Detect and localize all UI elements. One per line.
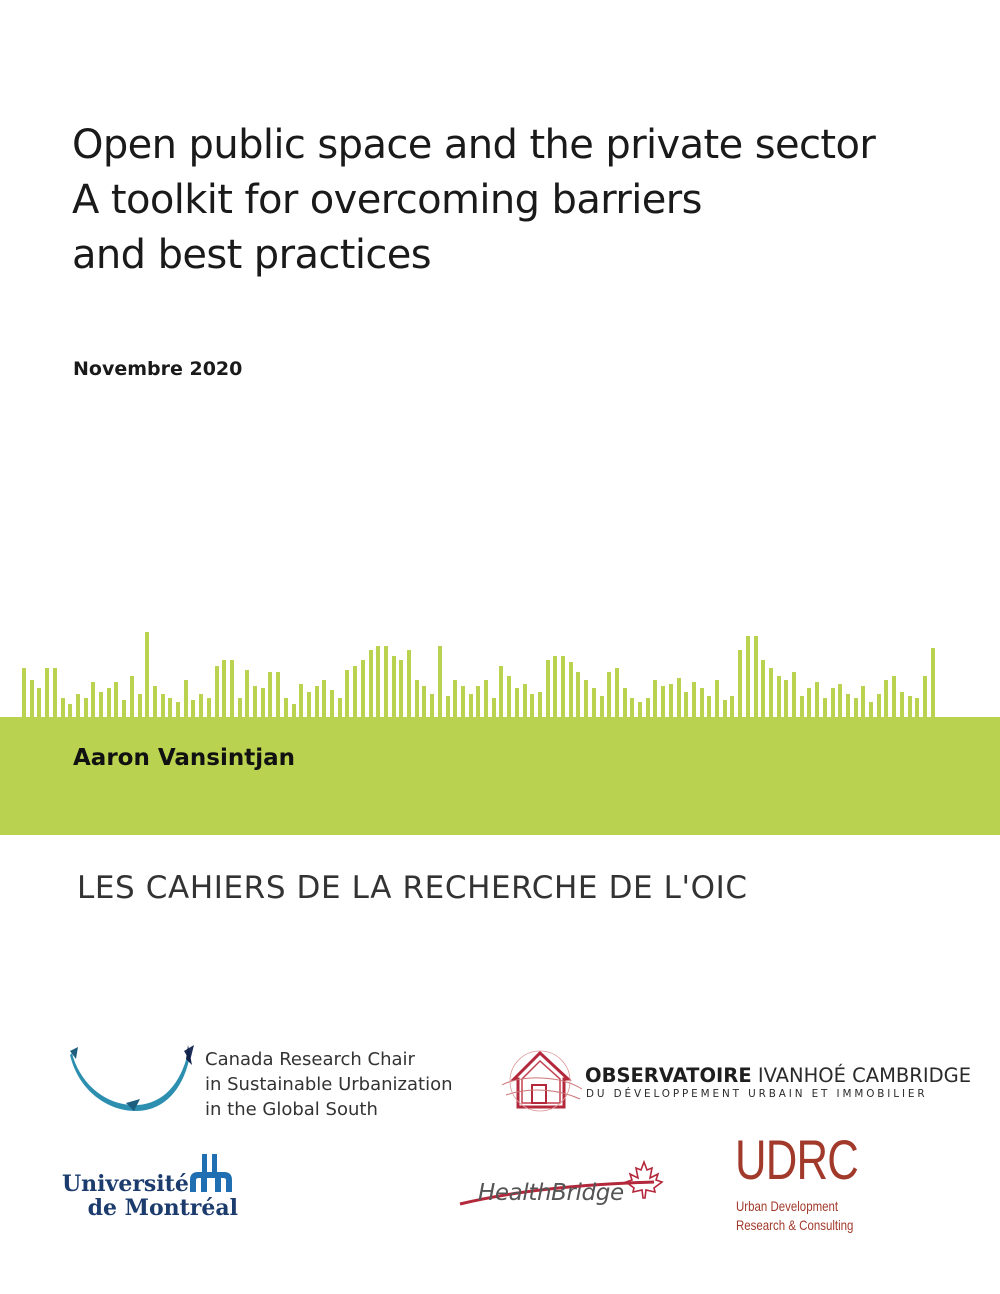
healthbridge-logo-text: HealthBridge	[478, 1180, 624, 1206]
oic-logo-name	[585, 1064, 971, 1087]
decorative-bar	[453, 680, 457, 720]
decorative-bar	[299, 684, 303, 720]
decorative-bar	[245, 670, 249, 720]
decorative-bar	[515, 688, 519, 720]
series-title: LES CAHIERS DE LA RECHERCHE DE L'OIC	[77, 870, 748, 906]
title-line: and best practices	[72, 232, 431, 278]
decorative-bar	[145, 632, 149, 720]
title-line: Open public space and the private sector	[72, 122, 876, 168]
decorative-bar	[461, 686, 465, 720]
crc-line: in the Global South	[205, 1099, 378, 1120]
decorative-bar	[715, 680, 719, 720]
decorative-bar	[230, 660, 234, 720]
decorative-bar	[37, 688, 41, 720]
decorative-bar	[215, 666, 219, 720]
decorative-bar	[130, 676, 134, 720]
author-band	[0, 717, 1000, 835]
decorative-bar	[561, 656, 565, 720]
decorative-bar	[392, 656, 396, 720]
decorative-bar	[91, 682, 95, 720]
decorative-bar	[623, 688, 627, 720]
decorative-bar	[923, 676, 927, 720]
decorative-bar	[30, 680, 34, 720]
decorative-bar	[538, 692, 542, 720]
decorative-bar	[345, 670, 349, 720]
decorative-bar	[607, 672, 611, 720]
decorative-bar	[415, 680, 419, 720]
decorative-bar	[815, 682, 819, 720]
udrc-line: Research & Consulting	[736, 1217, 854, 1233]
decorative-bar	[407, 650, 411, 720]
decorative-bar	[376, 646, 380, 720]
decorative-bar	[700, 688, 704, 720]
decorative-bar	[900, 692, 904, 720]
decorative-bar	[884, 680, 888, 720]
decorative-bar	[754, 636, 758, 720]
decorative-bar	[669, 684, 673, 720]
decorative-bar-pattern	[0, 630, 1000, 720]
decorative-bar	[322, 680, 326, 720]
decorative-bar	[777, 676, 781, 720]
crc-line: in Sustainable Urbanization	[205, 1074, 453, 1095]
decorative-bar	[153, 686, 157, 720]
decorative-bar	[53, 668, 57, 720]
maple-leaf-icon	[624, 1160, 664, 1200]
decorative-bar	[484, 680, 488, 720]
decorative-bar	[99, 692, 103, 720]
decorative-bar	[546, 660, 550, 720]
decorative-bar	[222, 660, 226, 720]
decorative-bar	[476, 686, 480, 720]
decorative-bar	[569, 662, 573, 720]
decorative-bar	[684, 692, 688, 720]
decorative-bar	[931, 648, 935, 720]
decorative-bar	[22, 668, 26, 720]
decorative-bar	[661, 686, 665, 720]
oic-name-rest: IVANHOÉ CAMBRIDGE	[751, 1064, 972, 1087]
swallow-arc-icon	[68, 1045, 198, 1115]
decorative-bar	[184, 680, 188, 720]
decorative-bar	[307, 692, 311, 720]
decorative-bar	[330, 690, 334, 720]
decorative-bar	[677, 678, 681, 720]
decorative-bar	[276, 672, 280, 720]
crc-logo-text	[205, 1047, 453, 1122]
decorative-bar	[761, 660, 765, 720]
decorative-bar	[315, 686, 319, 720]
decorative-bar	[576, 672, 580, 720]
udem-line: de Montréal	[87, 1195, 238, 1221]
decorative-bar	[399, 660, 403, 720]
decorative-bar	[353, 666, 357, 720]
crc-line: Canada Research Chair	[205, 1049, 415, 1070]
decorative-bar	[253, 686, 257, 720]
decorative-bar	[807, 688, 811, 720]
udem-emblem-icon	[188, 1152, 234, 1194]
decorative-bar	[45, 668, 49, 720]
decorative-bar	[369, 650, 373, 720]
udem-line: Université	[62, 1171, 189, 1197]
decorative-bar	[499, 666, 503, 720]
decorative-bar	[861, 686, 865, 720]
decorative-bar	[422, 686, 426, 720]
udrc-logo-subtitle	[736, 1197, 853, 1235]
udrc-line: Urban Development	[736, 1198, 839, 1214]
decorative-bar	[261, 688, 265, 720]
decorative-bar	[584, 680, 588, 720]
decorative-bar	[653, 680, 657, 720]
publication-date: Novembre 2020	[73, 358, 243, 380]
decorative-bar	[746, 636, 750, 720]
decorative-bar	[438, 646, 442, 720]
decorative-bar	[523, 684, 527, 720]
udrc-logo-name: UDRC	[735, 1128, 859, 1191]
decorative-bar	[361, 660, 365, 720]
decorative-bar	[615, 668, 619, 720]
decorative-bar	[738, 650, 742, 720]
decorative-bar	[838, 684, 842, 720]
house-sketch-icon	[500, 1045, 584, 1115]
oic-logo-subtitle: DU DÉVELOPPEMENT URBAIN ET IMMOBILIER	[586, 1088, 928, 1100]
decorative-bar	[892, 676, 896, 720]
decorative-bar	[268, 672, 272, 720]
author-name: Aaron Vansintjan	[73, 745, 296, 771]
decorative-bar	[553, 656, 557, 720]
decorative-bar	[107, 688, 111, 720]
decorative-bar	[592, 688, 596, 720]
report-title	[72, 118, 972, 283]
decorative-bar	[114, 682, 118, 720]
title-line: A toolkit for overcoming barriers	[72, 177, 702, 223]
decorative-bar	[831, 688, 835, 720]
decorative-bar	[384, 646, 388, 720]
decorative-bar	[692, 682, 696, 720]
decorative-bar	[507, 676, 511, 720]
oic-name-bold: OBSERVATOIRE	[585, 1064, 752, 1087]
decorative-bar	[769, 668, 773, 720]
decorative-bar	[784, 680, 788, 720]
decorative-bar	[792, 672, 796, 720]
